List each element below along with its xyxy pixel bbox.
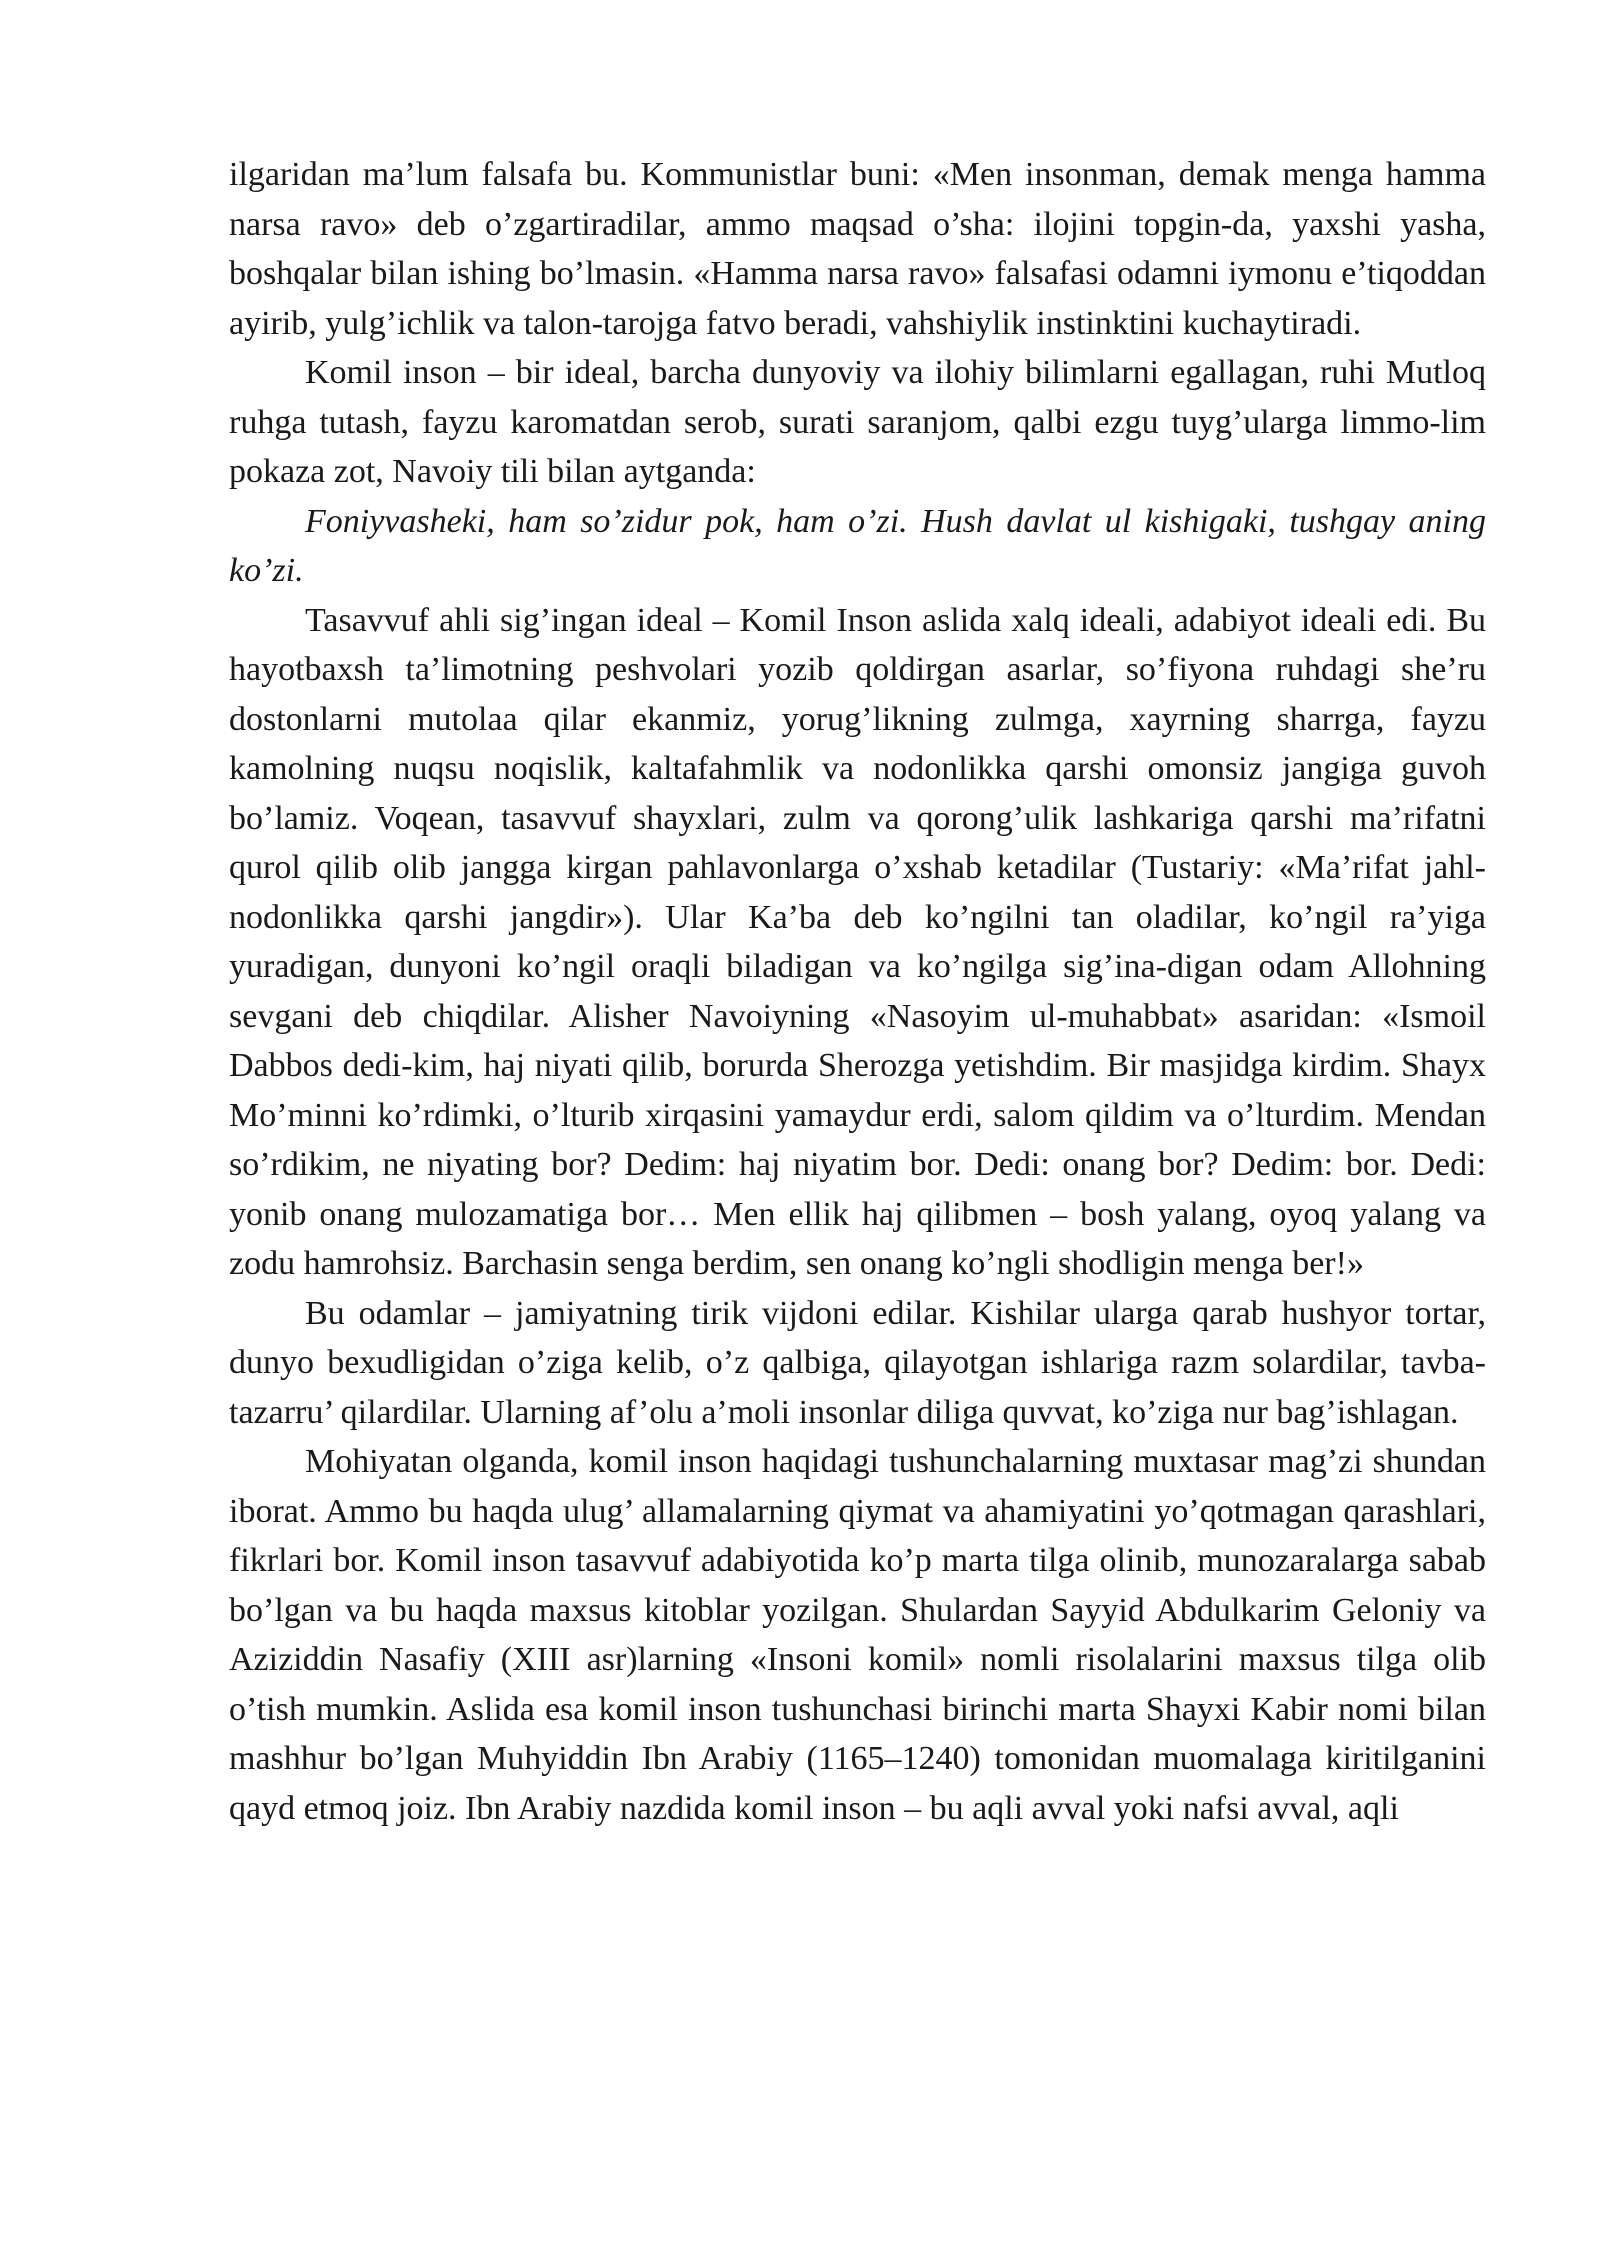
paragraph-3: Tasavvuf ahli sig’ingan ideal – Komil Inson aslida xalq ideali, adabiyot ideali edi. Bu hayotbaxsh ta’limotning peshvolari yozib qoldirgan asarlar, so’fiyona ruhdagi she’ru dostonlarni mutolaa qilar ekanmiz, yorug’likning zulmga, xayrning sharrga, fayzu kamolning nuqsu noqislik, kaltafahmlik va nodonlikka qarshi omonsiz jangiga guvoh bo’lamiz. Voqean, tasavvuf shayxlari, zulm va qorong’ulik lashkariga qarshi ma’rifatni qurol qilib olib jangga kirgan pahlavonlarga o’xshab ketadilar (Tustariy: «Ma’rifat jahl-nodonlikka qarshi jangdir»). Ular Ka’ba deb ko’ngilni tan oladilar, ko’ngil ra’yiga yuradigan, dunyoni ko’ngil oraqli biladigan va ko’ngilga sig’ina-digan odam Allohning sevgani deb chiqdilar. Alisher Navoiyning «Nasoyim ul-muhabbat» asaridan: «Ismoil Dabbos dedi-kim, haj niyati qilib, borurda Sherozga yetishdim. Bir masjidga kirdim. Shayx Mo’minni ko’rdimki, o’lturib xirqasini yamaydur erdi, salom qildim va o’lturdim. Mendan so’rdikim, ne niyating bor? Dedim: haj niyatim bor. Dedi: onang bor? Dedim: bor. Dedi: yonib onang mulozamatiga bor… Men ellik haj qilibmen – bosh yalang, oyoq yalang va zodu hamrohsiz. Barchasin senga berdim, sen onang ko’ngli shodligin menga ber!» [229,601,1486,1282]
paragraph-1: ilgaridan ma’lum falsafa bu. Kommunistlar buni: «Men insonman, demak menga hamma narsa ravo» deb o’zgartiradilar, ammo maqsad o’sha: ilojini topgin-da, yaxshi yasha, boshqalar bilan ishing bo’lmasin. «Hamma narsa ravo» falsafasi odamni iymonu e’tiqoddan ayirib, yulg’ichlik va talon-tarojga fatvo beradi, vahshiylik instinktini kuchaytiradi. [229,156,1486,342]
paragraph-5: Mohiyatan olganda, komil inson haqidagi tushunchalarning muxtasar mag’zi shundan iborat. Ammo bu haqda ulug’ allamalarning qiymat va ahamiyatini yo’qotmagan qarashlari, fikrlari bor. Komil inson tasavvuf adabiyotida ko’p marta tilga olinib, munozaralarga sabab bo’lgan va bu haqda maxsus kitoblar yozilgan. Shulardan Sayyid Abdulkarim Geloniy va Aziziddin Nasafiy (XIII asr)larning «Insoni komil» nomli risolalarini maxsus tilga olib o’tish mumkin. Aslida esa komil inson tushunchasi birinchi marta Shayxi Kabir nomi bilan mashhur bo’lgan Muhyiddin Ibn Arabiy (1165–1240) tomonidan muomalaga kiritilganini qayd etmoq joiz. Ibn Arabiy nazdida komil inson – bu aqli avval yoki nafsi avval, aqli [229,1443,1486,1827]
document-page [229,150,1486,1833]
paragraph-2: Komil inson – bir ideal, barcha dunyoviy va ilohiy bilimlarni egallagan, ruhi Mutloq ruhga tutash, fayzu karomatdan serob, surati saranjom, qalbi ezgu tuyg’ularga limmo-lim pokaza zot, Navoiy tili bilan aytganda: [229,354,1486,490]
poem-quote: Foniyvasheki, ham so’zidur pok, ham o’zi. Hush davlat ul kishigaki, tushgay aning ko’zi. [229,502,1486,589]
paragraph-4: Bu odamlar – jamiyatning tirik vijdoni edilar. Kishilar ularga qarab hushyor tortar, dunyo bexudligidan o’ziga kelib, o’z qalbiga, qilayotgan ishlariga razm solardilar, tavba-tazarru’ qilardilar. Ularning af’olu a’moli insonlar diliga quvvat, ko’ziga nur bag’ishlagan. [229,1294,1486,1431]
